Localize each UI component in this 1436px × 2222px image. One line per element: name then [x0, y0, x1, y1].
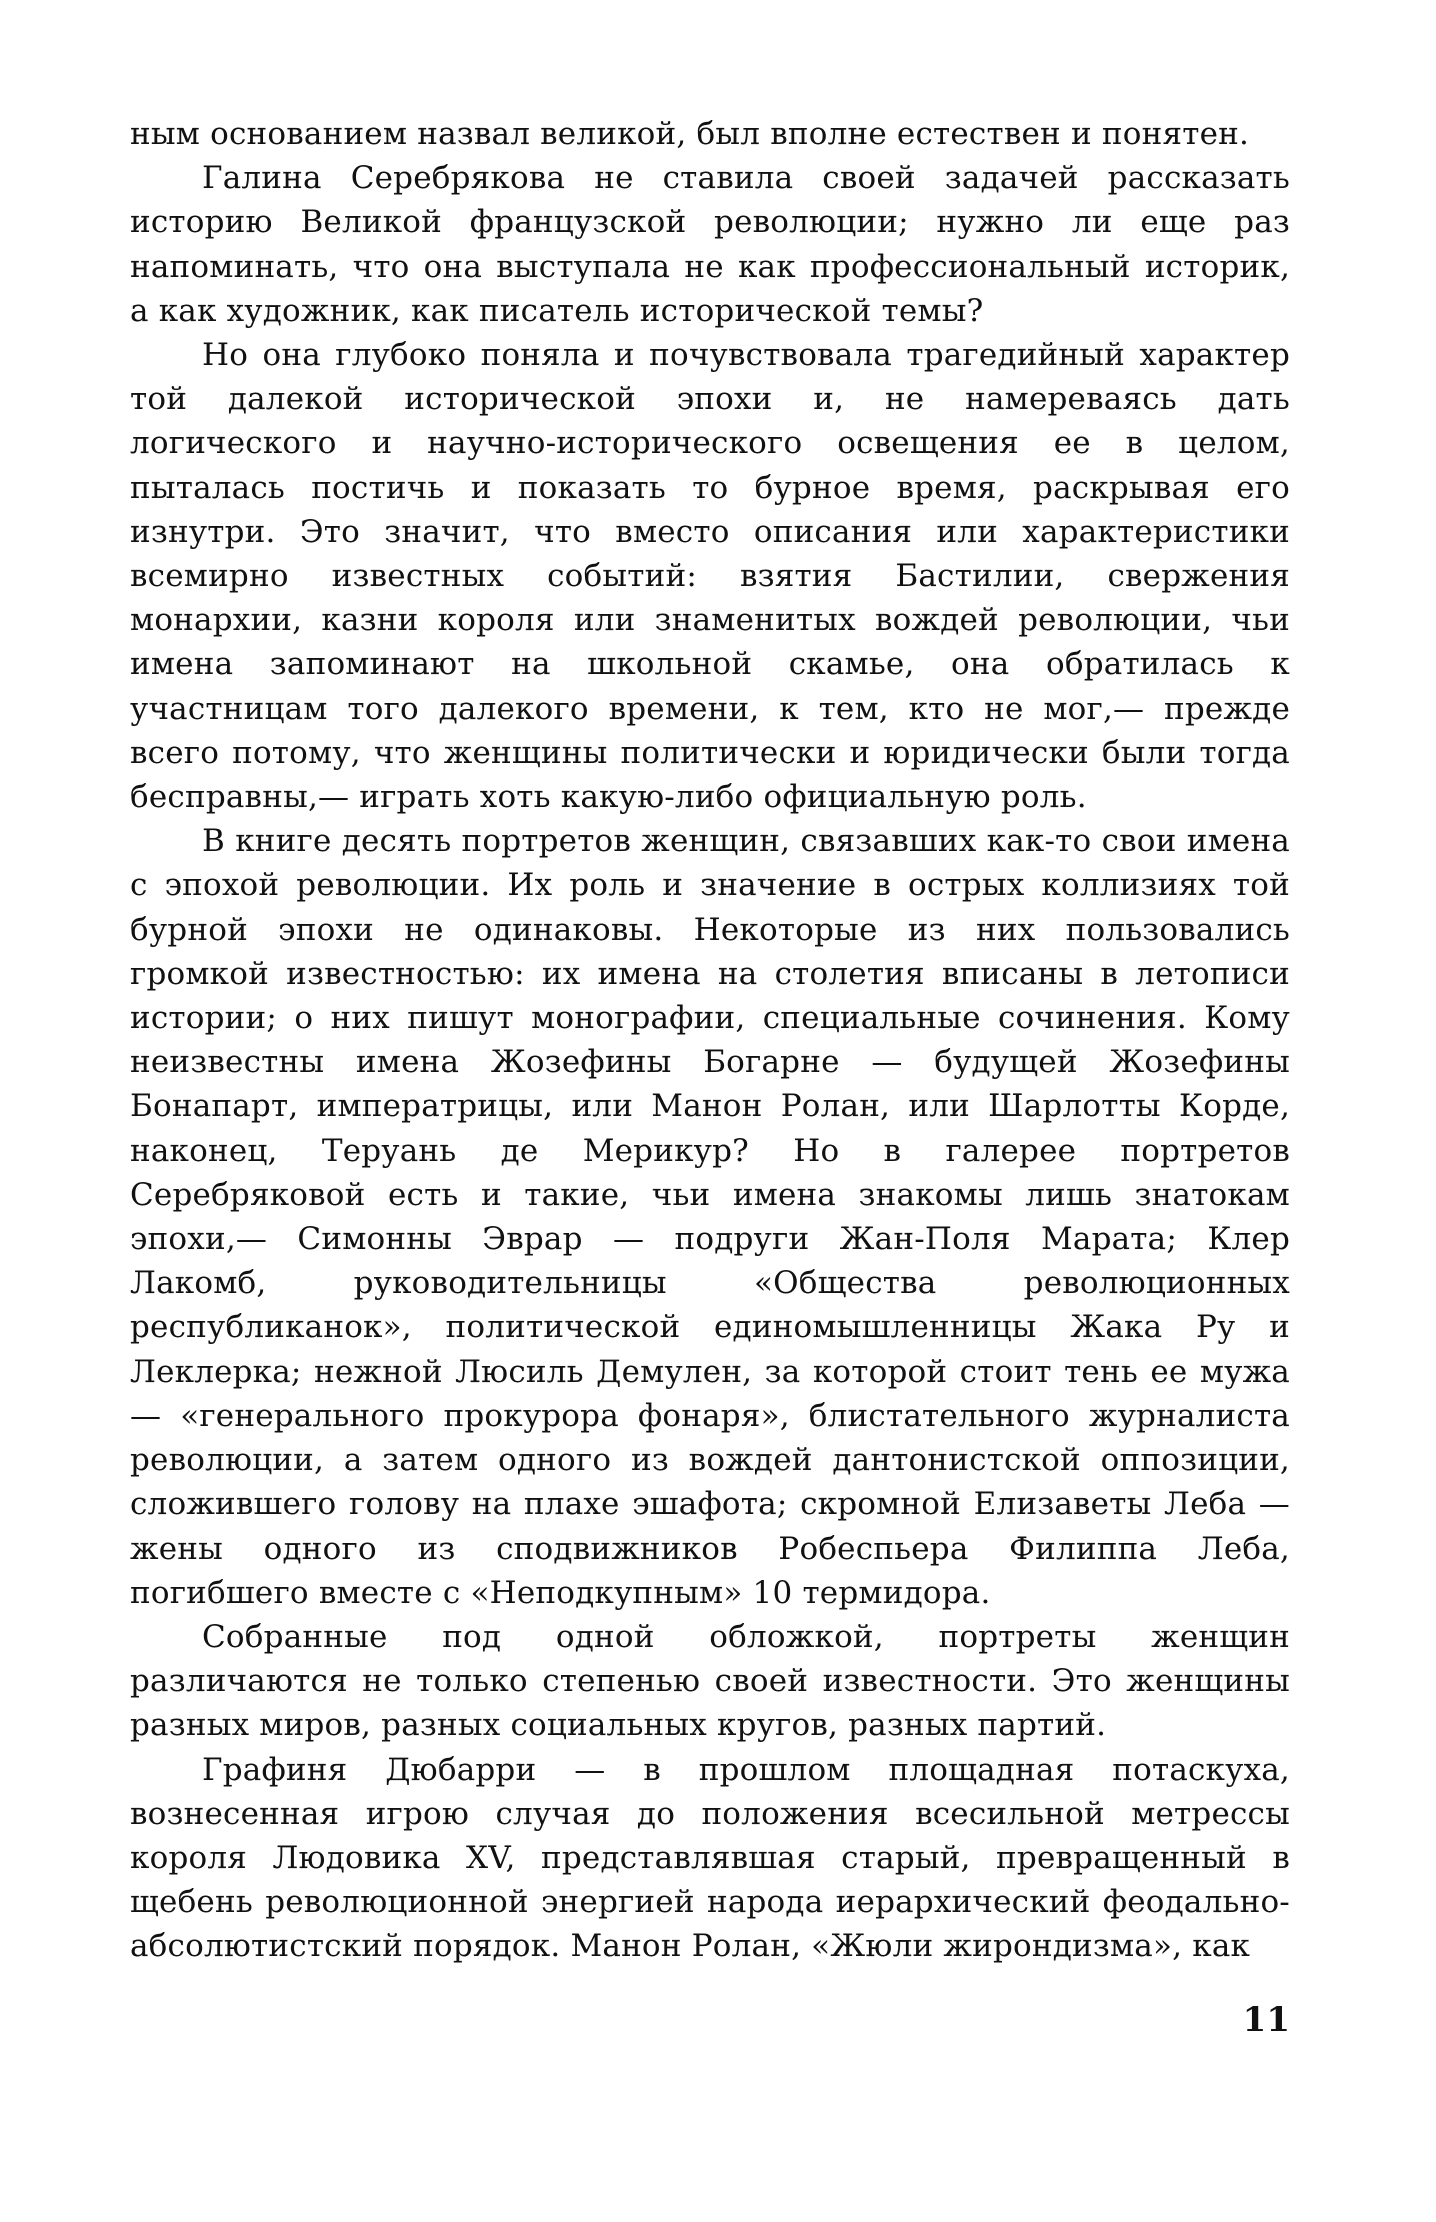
paragraph-tragic-epoch: Но она глубоко поняла и почувствовала трагедийный характер той далекой исторической эпохи и, не намереваясь дать логического и научно-исторического освещения ее в целом, пыталась постичь и показать то бурное время, раскрывая его изнутри. Это значит, что вместо описания или характеристики всемирно известных событий: взятия Бастилии, свержения монархии, казни короля или знаменитых вождей революции, чьи имена запоминают на школьной скамье, она обратилась к участницам того далекого времени, к тем, кто не мог,— прежде всего потому, что женщины политически и юридически были тогда бесправны,— играть хоть какую-либо официальную роль.	[130, 337, 1290, 816]
paragraph-dubarry: Графиня Дюбарри — в прошлом площадная потаскуха, вознесенная игрою случая до положения всесильной метрессы короля Людовика XV, представлявшая старый, превращенный в щебень революционной энергией народа иерархический феодально-абсолютистский порядок. Манон Ролан, «Жюли жирондизма», как	[130, 1751, 1290, 1965]
page-number: 11	[1242, 2000, 1290, 2040]
paragraph-serebryakova-goal: Галина Серебрякова не ставила своей задачей рассказать историю Великой французской революции; нужно ли еще раз напоминать, что она выступала не как профессиональный историк, а как художник, как писатель исторической темы?	[130, 160, 1290, 329]
paragraph-different-worlds: Собранные под одной обложкой, портреты женщин различаются не только степенью своей известности. Это женщины разных миров, разных социальных кругов, разных партий.	[130, 1618, 1290, 1744]
paragraph-ten-portraits: В книге десять портретов женщин, связавших как-то свои имена с эпохой революции. Их роль и значение в острых коллизиях той бурной эпохи не одинаковы. Некоторые из них пользовались громкой известностью: их имена на столетия вписаны в летописи истории; о них пишут монографии, специальные сочинения. Кому неизвестны имена Жозефины Богарне — будущей Жозефины Бонапарт, императрицы, или Манон Ролан, или Шарлотты Корде, наконец, Теруань де Мерикур? Но в галерее портретов Серебряковой есть и такие, чьи имена знакомы лишь знатокам эпохи,— Симонны Эврар — подруги Жан-Поля Марата; Клер Лакомб, руководительницы «Общества революционных республиканок», политической единомышленницы Жака Ру и Леклерка; нежной Люсиль Демулен, за которой стоит тень ее мужа — «генерального прокурора фонаря», блистательного журналиста революции, а затем одного из вождей дантонистской оппозиции, сложившего голову на плахе эшафота; скромной Елизаветы Леба — жены одного из сподвижников Робеспьера Филиппа Леба, погибшего вместе с «Неподкупным» 10 термидора.	[130, 823, 1290, 1611]
page-body	[130, 112, 1290, 1969]
paragraph-continuation: ным основанием назвал великой, был вполне естествен и понятен.	[130, 116, 1250, 152]
